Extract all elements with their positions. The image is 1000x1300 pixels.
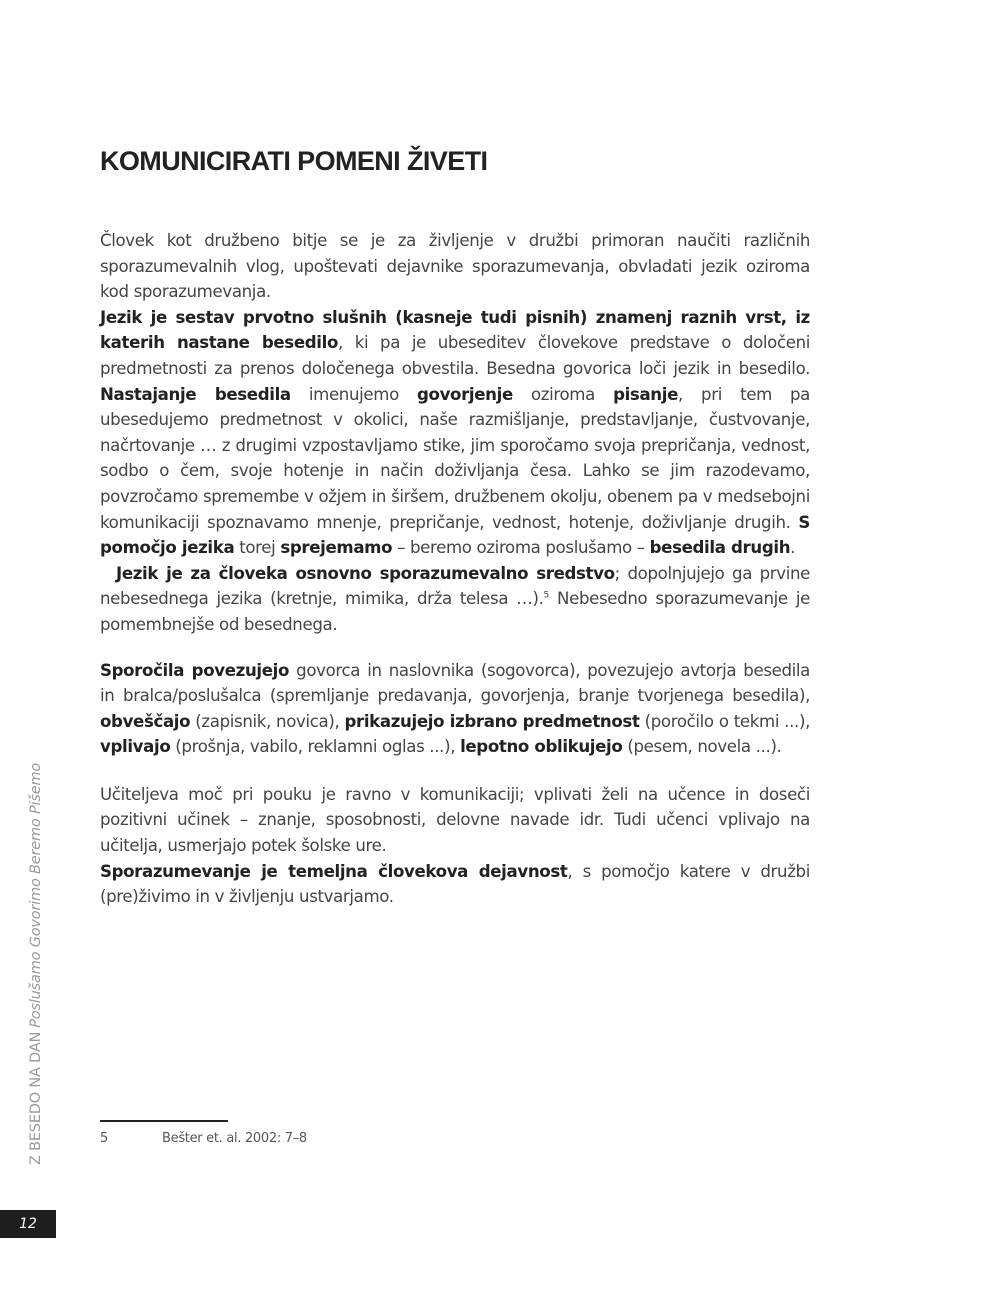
paragraph-conclusion bbox=[100, 859, 810, 910]
series-subtitle: Poslušamo Govorimo Beremo Pišemo bbox=[28, 762, 44, 1028]
paragraph-messages bbox=[100, 658, 810, 760]
text-run: , ki pa je ubeseditev človekove predstave o določeni predmetnosti za prenos določenega obvestila. Besedna govorica loči jezik in besedilo. bbox=[100, 333, 810, 378]
series-title: Z BESEDO NA DAN bbox=[28, 1031, 44, 1165]
paragraph-spacer bbox=[100, 760, 810, 782]
bold-phrase: Jezik je za človeka osnovno sporazumevalno sredstvo bbox=[116, 563, 615, 583]
paragraph-teacher: Učiteljeva moč pri pouku je ravno v komunikaciji; vplivati želi na učence in doseči pozitivni učinek – znanje, sposobnosti, delovne navade idr. Tudi učenci vplivajo na učitelja, usmerjajo potek šolske ure. bbox=[100, 784, 810, 856]
paragraph-basic-means bbox=[100, 561, 810, 638]
text-run: torej bbox=[234, 538, 281, 558]
paragraph-spacer bbox=[100, 638, 810, 658]
bold-phrase: sprejemamo bbox=[280, 538, 393, 558]
footnote bbox=[100, 1131, 307, 1146]
text-run: imenujemo bbox=[290, 384, 417, 404]
bold-phrase: Sporočila povezujejo bbox=[100, 660, 290, 680]
footnote-number: 5 bbox=[100, 1131, 108, 1146]
text-run: Nebesedno sporazumevanje je pomembnejše od besednega. bbox=[100, 589, 810, 634]
text-run: – beremo oziroma poslušamo – bbox=[392, 538, 650, 558]
bold-phrase: besedila drugih bbox=[649, 538, 791, 558]
paragraph-intro: Človek kot družbeno bitje se je za življenje v družbi primoran naučiti različnih sporazumevalnih vlog, upoštevati dejavnike sporazumevanja, obvladati jezik oziroma kod sporazumevanja. bbox=[100, 231, 810, 302]
text-run: (poročilo o tekmi ...), bbox=[639, 711, 810, 731]
bold-phrase: S pomočjo jezika bbox=[100, 512, 810, 558]
page-title: KOMUNICIRATI POMENI ŽIVETI bbox=[100, 146, 488, 176]
footnote-divider bbox=[100, 1120, 228, 1122]
text-run: govorca in naslovnika (sogovorca), povezujejo avtorja besedila in bralca/poslušalca (spremljanje predavanja, govorjenja, branje tvorjenega besedila), bbox=[100, 660, 810, 706]
footnote-reference[interactable]: 5 bbox=[543, 590, 549, 601]
text-run: , pri tem pa ubesedujemo predmetnost v okolici, naše razmišljanje, predstavljanje, čustvovanje, načrtovanje … z drugimi vzpostavljamo stike, jim sporočamo svoja prepričanja, vednost, sodbo o čem, svoje hotenje in način doživljanja česa. Lahko se jim razodevamo, povzročamo spremembe v ožjem in širšem, družbenem okolju, obenem pa v medsebojni komunikaciji spoznavamo mnenje, prepričanje, vednost, hotenje, doživljanje drugih. bbox=[100, 384, 811, 532]
bold-phrase: prikazujejo izbrano predmetnost bbox=[344, 711, 640, 731]
text-run: . bbox=[790, 538, 796, 558]
text-run: (pesem, novela ...). bbox=[622, 737, 782, 757]
footnote-text: Bešter et. al. 2002: 7–8 bbox=[162, 1131, 307, 1146]
text-run: (zapisnik, novica), bbox=[190, 711, 345, 731]
paragraph-language-definition bbox=[100, 305, 810, 561]
bold-phrase: govorjenje bbox=[416, 384, 513, 404]
body-text bbox=[100, 228, 810, 910]
bold-phrase: Jezik je sestav prvotno slušnih (kasneje tudi pisnih) znamenj raznih vrst, iz katerih nastane besedilo bbox=[100, 307, 810, 353]
text-run: (prošnja, vabilo, reklamni oglas ...), bbox=[170, 737, 461, 757]
text-run: oziroma bbox=[512, 384, 614, 404]
bold-phrase: Sporazumevanje je temeljna človekova dejavnost bbox=[100, 861, 568, 881]
text-run: ; dopolnjujejo ga prvine nebesednega jezika (kretnje, mimika, drža telesa …). bbox=[100, 563, 811, 609]
text-run: , s pomočjo katere v družbi (pre)živimo in v življenju ustvarjamo. bbox=[100, 861, 810, 907]
bold-phrase: Nastajanje besedila bbox=[100, 384, 291, 404]
bold-phrase: obveščajo bbox=[100, 711, 191, 731]
bold-phrase: lepotno oblikujejo bbox=[460, 737, 623, 757]
page-number: 12 bbox=[0, 1210, 56, 1238]
bold-phrase: vplivajo bbox=[100, 737, 171, 757]
bold-phrase: pisanje bbox=[613, 384, 679, 404]
side-running-title bbox=[28, 763, 44, 1165]
